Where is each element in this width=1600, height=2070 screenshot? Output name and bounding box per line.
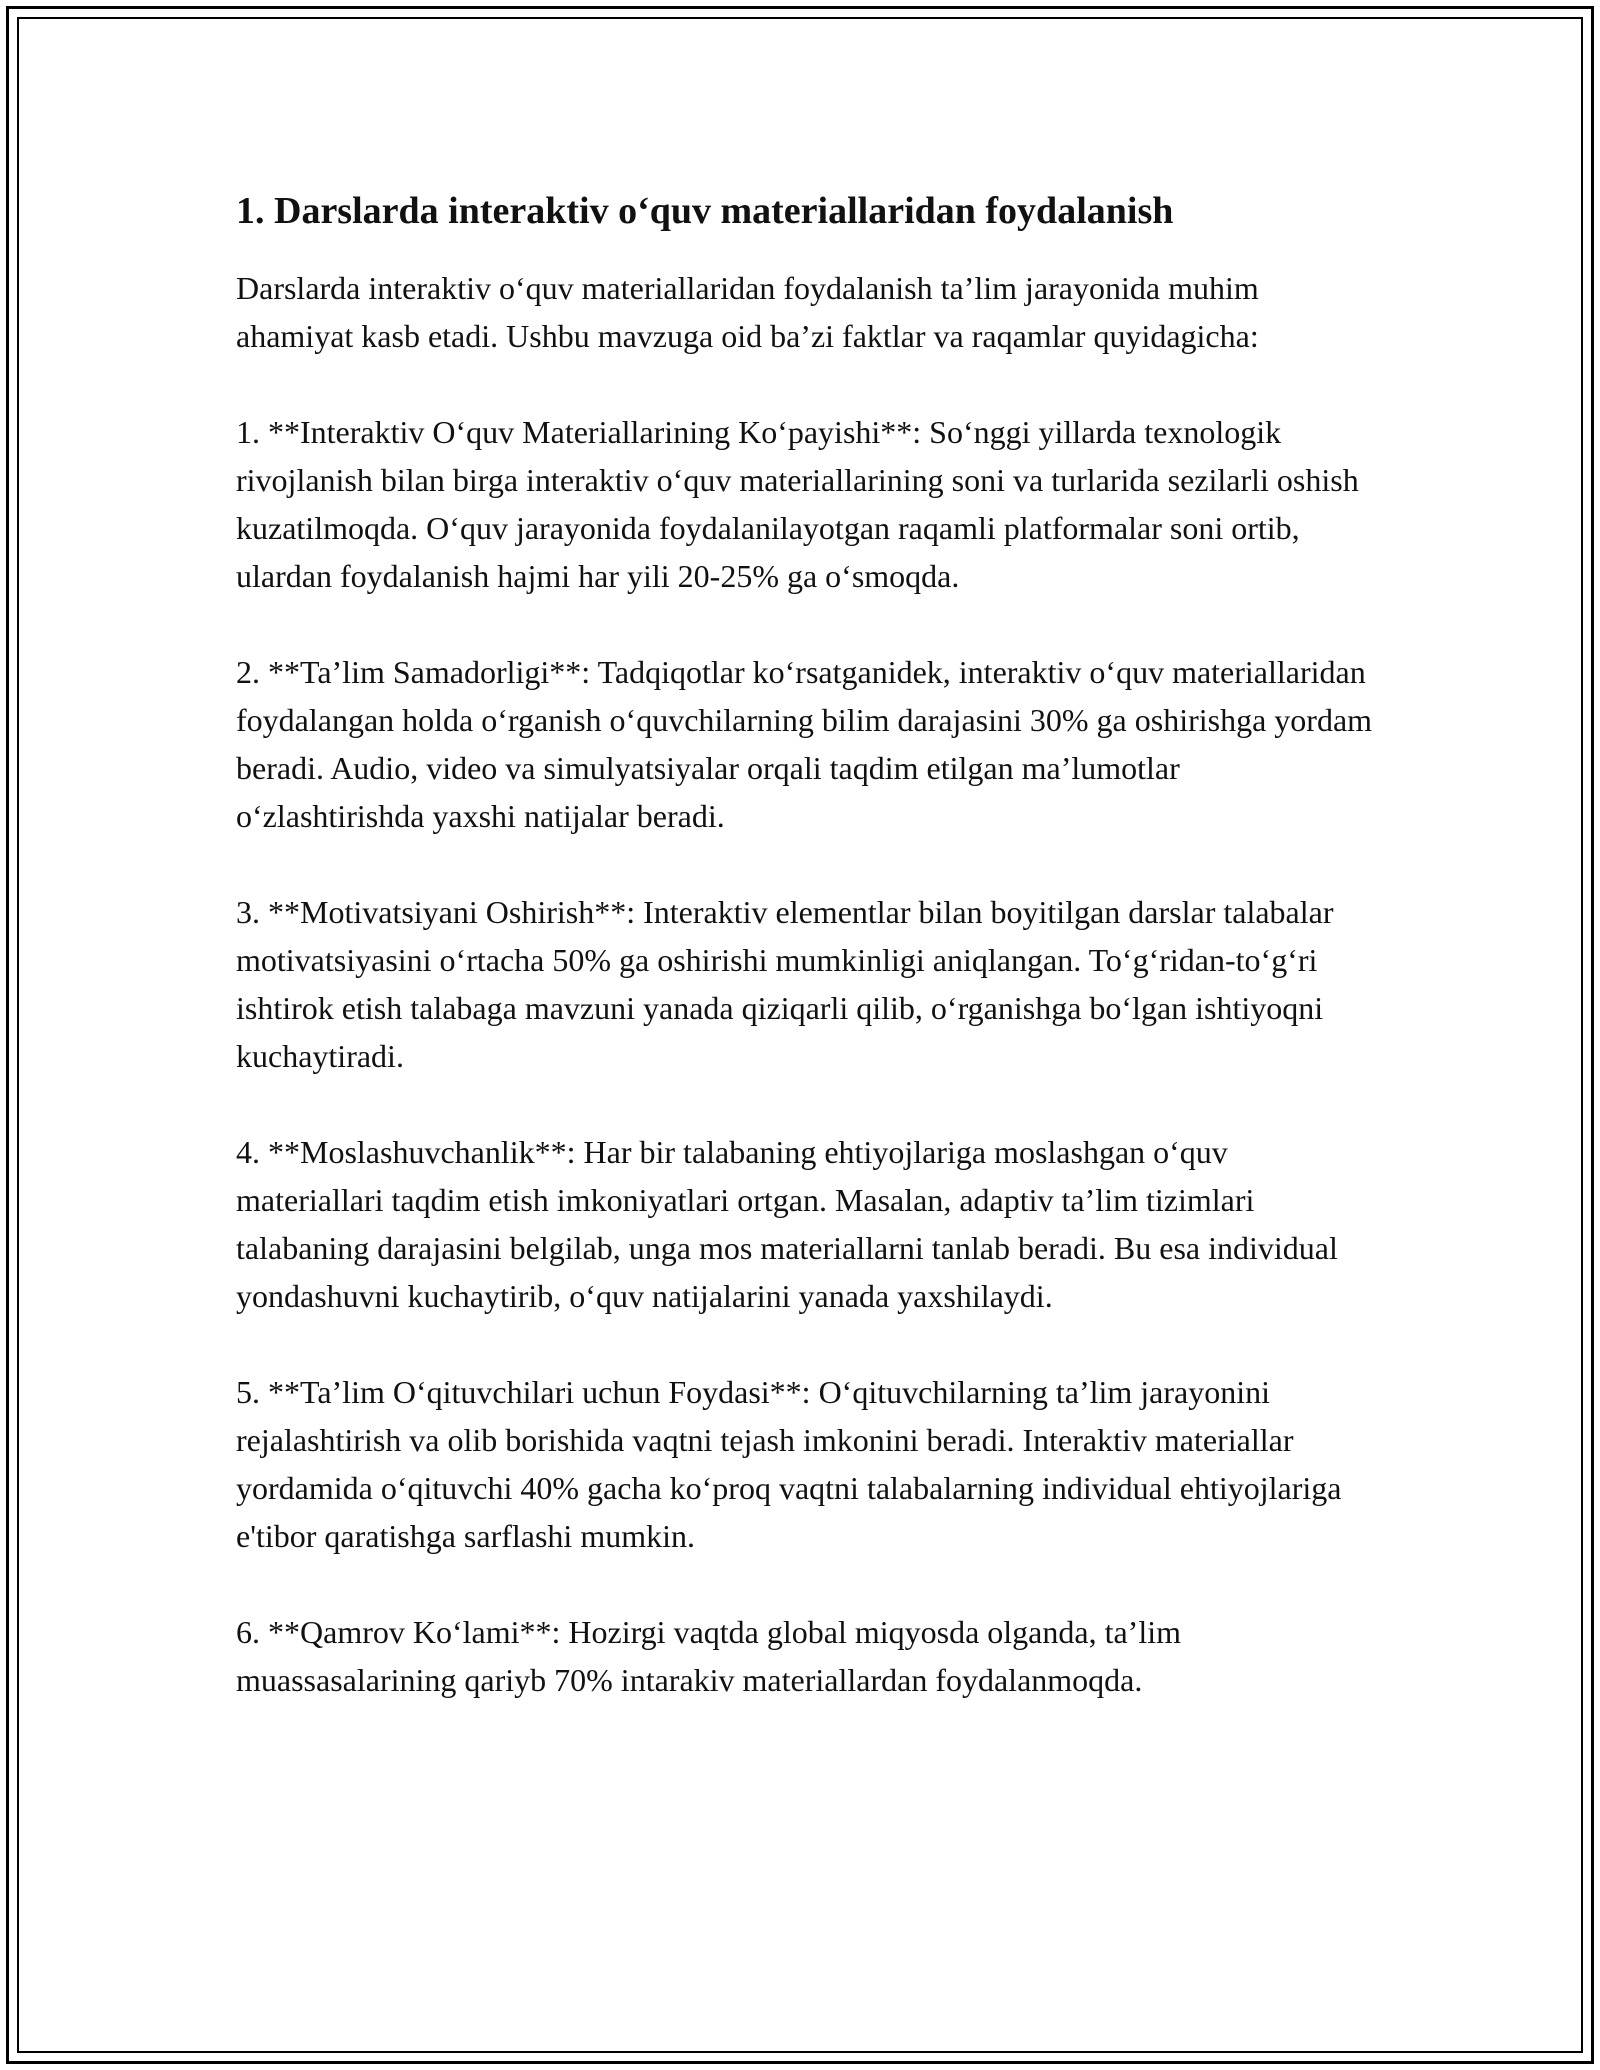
intro-paragraph: Darslarda interaktiv o‘quv materiallaridan foydalanish ta’lim jarayonida muhim ahamiyat kasb etadi. Ushbu mavzuga oid ba’zi faktlar va raqamlar quyidagicha: [236, 270, 1259, 354]
list-item: 1. **Interaktiv O‘quv Materiallarining Ko‘payishi**: So‘nggi yillarda texnologik rivojlanish bilan birga interaktiv o‘quv materiallarining soni va turlarida sezilarli oshish kuzatilmoqda. O‘quv jarayonida foydalanilayotgan raqamli platformalar soni ortib, ulardan foydalanish hajmi har yili 20-25% ga o‘smoqda. [236, 414, 1359, 594]
document-title: 1. Darslarda interaktiv o‘quv materiallaridan foydalanish [236, 190, 1174, 232]
list-item: 4. **Moslashuvchanlik**: Har bir talabaning ehtiyojlariga moslashgan o‘quv materiallari taqdim etish imkoniyatlari ortgan. Masalan, adaptiv ta’lim tizimlari talabaning darajasini belgilab, unga mos materiallarni tanlab beradi. Bu esa individual yondashuvni kuchaytirib, o‘quv natijalarini yanada yaxshilaydi. [236, 1134, 1338, 1314]
document-body [236, 186, 1376, 1704]
list-item: 3. **Motivatsiyani Oshirish**: Interaktiv elementlar bilan boyitilgan darslar talabalar motivatsiyasini o‘rtacha 50% ga oshirishi mumkinligi aniqlangan. To‘g‘ridan-to‘g‘ri ishtirok etish talabaga mavzuni yanada qiziqarli qilib, o‘rganishga bo‘lgan ishtiyoqni kuchaytiradi. [236, 894, 1334, 1074]
list-item: 5. **Ta’lim O‘qituvchilari uchun Foydasi**: O‘qituvchilarning ta’lim jarayonini rejalashtirish va olib borishida vaqtni tejash imkonini beradi. Interaktiv materiallar yordamida o‘qituvchi 40% gacha ko‘proq vaqtni talabalarning individual ehtiyojlariga e'tibor qaratishga sarflashi mumkin. [236, 1374, 1342, 1554]
list-item: 6. **Qamrov Ko‘lami**: Hozirgi vaqtda global miqyosda olganda, ta’lim muassasalarining qariyb 70% intarakiv materiallardan foydalanmoqda. [236, 1614, 1181, 1698]
list-item: 2. **Ta’lim Samadorligi**: Tadqiqotlar ko‘rsatganidek, interaktiv o‘quv materiallaridan foydalangan holda o‘rganish o‘quvchilarning bilim darajasini 30% ga oshirishga yordam beradi. Audio, video va simulyatsiyalar orqali taqdim etilgan ma’lumotlar o‘zlashtirishda yaxshi natijalar beradi. [236, 654, 1373, 834]
